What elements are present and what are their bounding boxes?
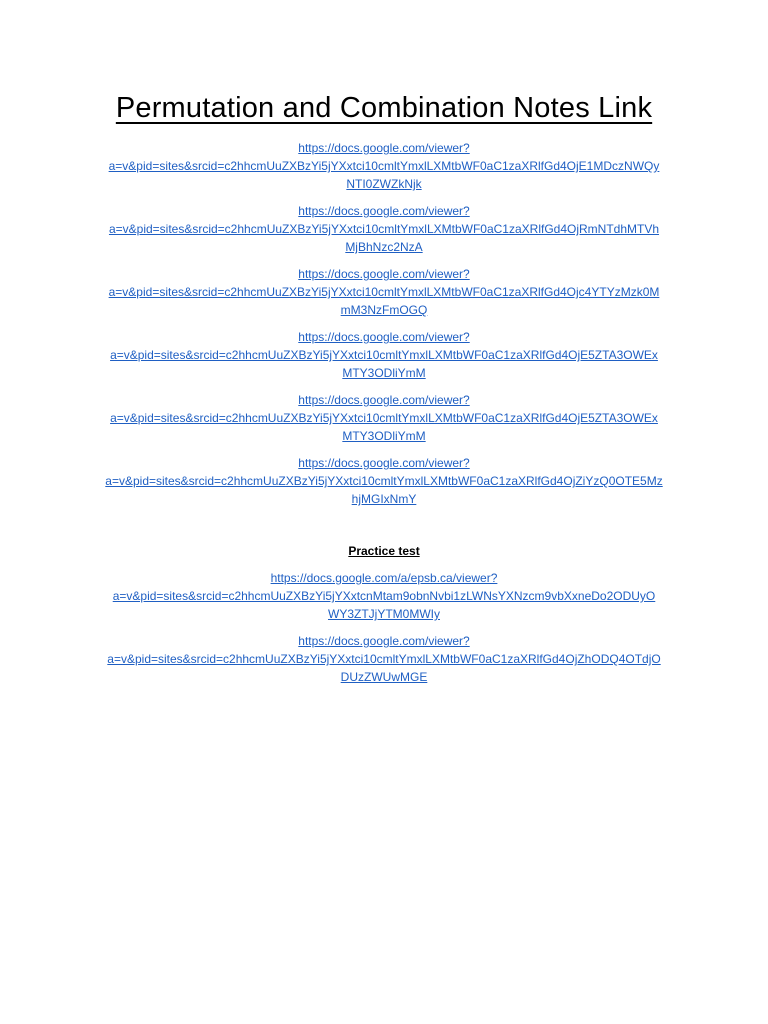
link-line: hjMGIxNmY bbox=[351, 492, 417, 506]
link-line: MjBhNzc2NzA bbox=[345, 240, 423, 254]
link-line: https://docs.google.com/viewer? bbox=[298, 141, 470, 155]
notes-links-list bbox=[84, 139, 684, 517]
link-line: a=v&pid=sites&srcid=c2hhcmUuZXBzYi5jYXxtci10cmltYmxlLXMtbWF0aC1zaXRlfGd4Ojc4YTYzMzk0M bbox=[108, 285, 660, 299]
link-line: mM3NzFmOGQ bbox=[340, 303, 428, 317]
link-line: a=v&pid=sites&srcid=c2hhcmUuZXBzYi5jYXxtci10cmltYmxlLXMtbWF0aC1zaXRlfGd4OjZhODQ4OTdjO bbox=[107, 652, 661, 666]
practice-link-1[interactable] bbox=[84, 569, 684, 623]
practice-test-heading: Practice test bbox=[348, 544, 420, 558]
link-line: https://docs.google.com/viewer? bbox=[298, 393, 470, 407]
link-line: MTY3ODliYmM bbox=[342, 366, 426, 380]
link-line: https://docs.google.com/viewer? bbox=[298, 634, 470, 648]
link-line: a=v&pid=sites&srcid=c2hhcmUuZXBzYi5jYXxtci10cmltYmxlLXMtbWF0aC1zaXRlfGd4OjE5ZTA3OWEx bbox=[110, 411, 658, 425]
notes-link-1[interactable] bbox=[84, 139, 684, 193]
notes-link-2[interactable] bbox=[84, 202, 684, 256]
link-line: WY3ZTJjYTM0MWIy bbox=[328, 607, 440, 621]
link-line: MTY3ODliYmM bbox=[342, 429, 426, 443]
link-line: a=v&pid=sites&srcid=c2hhcmUuZXBzYi5jYXxtci10cmltYmxlLXMtbWF0aC1zaXRlfGd4OjE1MDczNWQy bbox=[108, 159, 660, 173]
link-line: a=v&pid=sites&srcid=c2hhcmUuZXBzYi5jYXxtci10cmltYmxlLXMtbWF0aC1zaXRlfGd4OjZiYzQ0OTE5Mz bbox=[105, 474, 663, 488]
practice-links-list bbox=[84, 569, 684, 695]
link-line: https://docs.google.com/a/epsb.ca/viewer? bbox=[270, 571, 498, 585]
link-line: https://docs.google.com/viewer? bbox=[298, 456, 470, 470]
link-line: NTI0ZWZkNjk bbox=[346, 177, 422, 191]
link-line: a=v&pid=sites&srcid=c2hhcmUuZXBzYi5jYXxtci10cmltYmxlLXMtbWF0aC1zaXRlfGd4OjRmNTdhMTVh bbox=[108, 222, 660, 236]
page-title: Permutation and Combination Notes Link bbox=[115, 92, 653, 124]
link-line: a=v&pid=sites&srcid=c2hhcmUuZXBzYi5jYXxtci10cmltYmxlLXMtbWF0aC1zaXRlfGd4OjE5ZTA3OWEx bbox=[110, 348, 658, 362]
link-line: a=v&pid=sites&srcid=c2hhcmUuZXBzYi5jYXxtcnMtam9obnNvbi1zLWNsYXNzcm9vbXxneDo2ODUyO bbox=[112, 589, 656, 603]
link-line: https://docs.google.com/viewer? bbox=[298, 204, 470, 218]
notes-link-5[interactable] bbox=[84, 391, 684, 445]
link-line: https://docs.google.com/viewer? bbox=[298, 267, 470, 281]
notes-link-4[interactable] bbox=[84, 328, 684, 382]
link-line: DUzZWUwMGE bbox=[340, 670, 428, 684]
practice-link-2[interactable] bbox=[84, 632, 684, 686]
link-line: https://docs.google.com/viewer? bbox=[298, 330, 470, 344]
notes-link-3[interactable] bbox=[84, 265, 684, 319]
notes-link-6[interactable] bbox=[84, 454, 684, 508]
